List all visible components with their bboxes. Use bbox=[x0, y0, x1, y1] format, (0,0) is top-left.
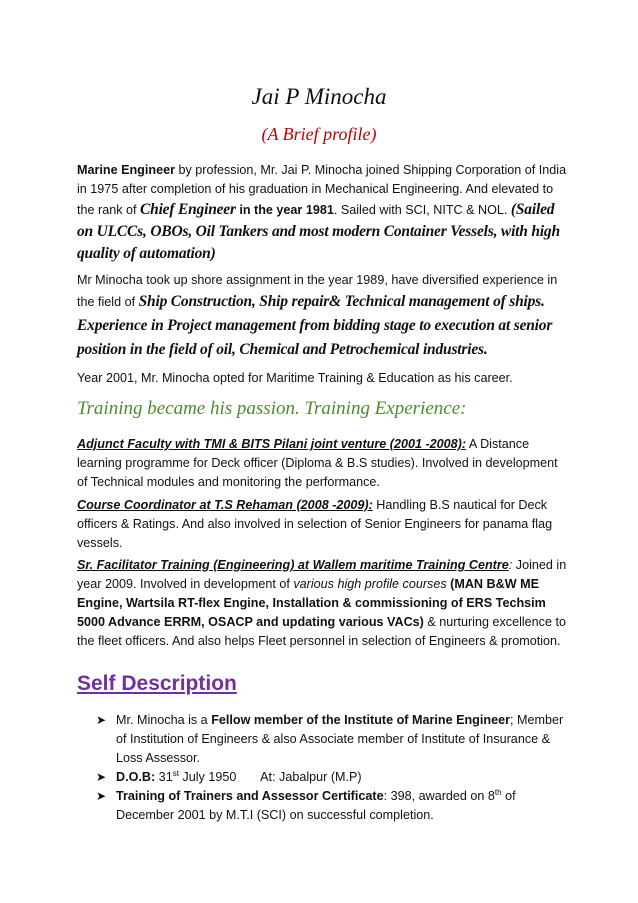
experience-bold-3: (MAN B&W ME Engine, Wartsila RT-flex Engine, Installation & commissioning of ERS Techsim 5000 Advance ERRM, OSACP and updating various VACs) bbox=[77, 577, 546, 629]
experience-title-1: Adjunct Faculty with TMI & BITS Pilani joint venture (2001 -2008): bbox=[77, 437, 467, 451]
dob-day: 31 bbox=[155, 770, 173, 784]
self-item-1-text-2: ; Member of Institution of Engineers & also Associate member of Institute of Insurance & Loss Assessor. bbox=[116, 713, 564, 765]
arrow-bullet-icon: ➤ bbox=[96, 789, 107, 803]
list-item bbox=[77, 711, 567, 768]
experience-text-3a: Joined in year 2009. Involved in development of bbox=[77, 558, 567, 591]
self-description-list bbox=[77, 711, 567, 825]
experience-item-1 bbox=[77, 435, 567, 492]
intro-lead: Marine Engineer bbox=[77, 163, 175, 177]
certificate-sup: th bbox=[494, 787, 502, 797]
self-item-1-text-1: Mr. Minocha is a bbox=[116, 713, 212, 727]
self-item-1-bold: Fellow member of the Institute of Marine Engineer bbox=[211, 713, 510, 727]
page-subtitle: (A Brief profile) bbox=[261, 124, 377, 144]
certificate-text-1: : 398, awarded on 8 bbox=[383, 789, 495, 803]
intro-text-1: by profession, Mr. Jai P. Minocha joined Shipping Corporation of India in 1975 after completion of his graduation in Mechanical Engineering. And elevated to the rank of bbox=[77, 163, 567, 217]
experience-text-2: Handling B.S nautical for Deck officers & Ratings. And also involved in selection of Senior Engineers for panama flag vessels. bbox=[77, 498, 553, 550]
experience-italic-3: various high profile courses bbox=[293, 577, 447, 591]
experience-text-1: A Distance learning programme for Deck officer (Diploma & B.S studies). Involved in development of Technical modules and monitoring the performance. bbox=[77, 437, 558, 489]
experience-item-3 bbox=[77, 556, 567, 651]
page-title: Jai P Minocha bbox=[251, 84, 387, 109]
arrow-bullet-icon: ➤ bbox=[96, 770, 107, 784]
year-2001-paragraph: Year 2001, Mr. Minocha opted for Maritime Training & Education as his career. bbox=[77, 371, 513, 385]
list-item bbox=[77, 787, 567, 825]
intro-paragraph bbox=[77, 161, 567, 265]
experience-item-2 bbox=[77, 496, 567, 553]
shore-paragraph bbox=[77, 271, 567, 362]
dob-text: July 1950 At: Jabalpur (M.P) bbox=[178, 770, 362, 784]
training-heading: Training became his passion. Training Experience: bbox=[77, 398, 467, 419]
intro-rank: Chief Engineer bbox=[140, 201, 236, 218]
intro-year: in the year 1981 bbox=[235, 203, 334, 217]
list-item bbox=[77, 768, 567, 787]
arrow-bullet-icon: ➤ bbox=[96, 713, 107, 727]
intro-text-2: . Sailed with SCI, NITC & NOL. bbox=[333, 203, 511, 217]
intro-sailed: (Sailed on ULCCs, OBOs, Oil Tankers and most modern Container Vessels, with high quality of automation) bbox=[77, 201, 560, 262]
dob-label: D.O.B: bbox=[116, 770, 156, 784]
experience-colon-3: : bbox=[508, 558, 513, 572]
self-description-heading: Self Description bbox=[77, 672, 237, 695]
experience-title-3: Sr. Facilitator Training (Engineering) at Wallem maritime Training Centre bbox=[77, 558, 509, 572]
dob-sup: st bbox=[172, 768, 179, 778]
experience-title-2: Course Coordinator at T.S Rehaman (2008 -2009): bbox=[77, 498, 373, 512]
experience-text-3b: & nurturing excellence to the fleet officers. And also helps Fleet personnel in selection of Engineers & promotion. bbox=[77, 615, 566, 648]
certificate-bold: Training of Trainers and Assessor Certificate bbox=[116, 789, 384, 803]
certificate-text-2: of December 2001 by M.T.I (SCI) on successful completion. bbox=[116, 789, 516, 822]
shore-text: Mr Minocha took up shore assignment in the year 1989, have diversified experience in the field of bbox=[77, 273, 558, 309]
shore-highlight: Ship Construction, Ship repair& Technical management of ships. Experience in Project management from bidding stage to execution at senior position in the field of oil, Chemical and Petrochemical industries. bbox=[77, 293, 553, 358]
